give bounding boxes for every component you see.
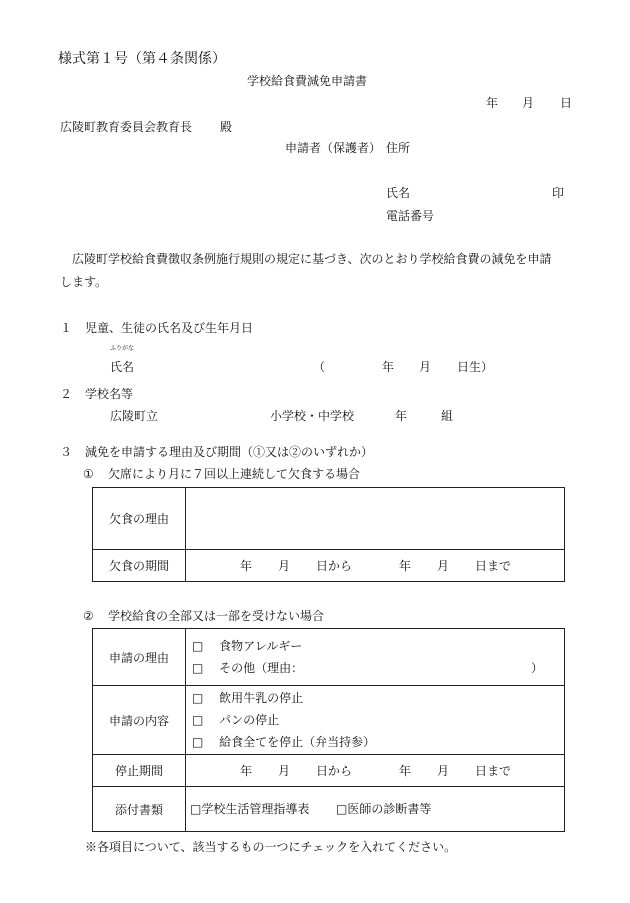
content-option-milk[interactable] [186, 687, 564, 709]
content-milk-label: 飲用牛乳の停止 [219, 691, 304, 705]
case2-from-suffix: 日から [316, 763, 353, 778]
content-option-bread[interactable] [186, 709, 564, 731]
section2-title: 学校名等 [85, 387, 134, 401]
case2-reason-cell [186, 629, 565, 686]
checkbox-allergy[interactable]: □ [192, 639, 204, 653]
case1-to-suffix: 日まで [475, 558, 512, 573]
applicant-name-label: 氏名 [386, 186, 411, 200]
checkbox-bread[interactable]: □ [192, 713, 204, 727]
content-bread-label: パンの停止 [219, 713, 280, 727]
case2-attach-cell [186, 787, 565, 832]
case2-content-label: 申請の内容 [93, 686, 186, 755]
case2-table [92, 628, 565, 832]
date-month-label: 月 [522, 96, 535, 110]
case2-attach-label: 添付書類 [93, 787, 186, 832]
intro-line-1: 広陵町学校給食費徴収条例施行規則の規定に基づき、次のとおり学校給食費の減免を申請 [72, 252, 552, 266]
attach-option-doctor-note[interactable] [336, 798, 431, 820]
form-number: 様式第１号（第４条関係） [58, 51, 226, 67]
case1-period-field[interactable] [186, 550, 565, 582]
case2-title: 学校給食の全部又は一部を受けない場合 [108, 609, 325, 623]
case2-to-year: 年 [399, 763, 412, 778]
content-all-label: 給食全てを停止（弁当持参） [219, 735, 376, 749]
addressee-name: 広陵町教育委員会教育長 [60, 120, 193, 134]
attach-option-guidance-sheet[interactable] [190, 802, 309, 816]
case2-marker: ② [83, 609, 94, 623]
birth-day-label: 日生） [457, 360, 494, 374]
case2-from-month: 月 [278, 763, 291, 778]
intro-line-2: します。 [60, 275, 108, 289]
document-title: 学校給食費減免申請書 [247, 74, 368, 88]
case2-stop-label: 停止期間 [93, 755, 186, 787]
checkbox-milk[interactable]: □ [192, 691, 204, 705]
case1-from-month: 月 [278, 558, 291, 573]
case1-table [92, 487, 565, 582]
furigana-label: ふりがな [110, 345, 135, 352]
case2-from-year: 年 [240, 763, 253, 778]
section2-number: ２ [60, 387, 73, 401]
content-option-all[interactable] [186, 731, 564, 753]
section1-number: １ [60, 321, 73, 335]
reason-other-label: その他（理由： [219, 661, 304, 675]
applicant-address-label: 住所 [386, 141, 411, 155]
case1-to-month: 月 [437, 558, 450, 573]
birth-month-label: 月 [419, 360, 432, 374]
case1-to-year: 年 [399, 558, 412, 573]
case2-to-suffix: 日まで [475, 763, 512, 778]
attach-doctor-label: 医師の診断書等 [347, 802, 432, 816]
reason-other-close-paren: ） [531, 661, 544, 675]
child-name-label: 氏名 [110, 360, 135, 374]
case2-to-month: 月 [437, 763, 450, 778]
checkbox-all-meals[interactable]: □ [192, 735, 204, 749]
checkbox-guidance-sheet[interactable]: □ [190, 802, 202, 816]
case2-content-cell [186, 686, 565, 755]
reason-option-allergy[interactable] [186, 635, 564, 657]
class-label: 組 [441, 409, 454, 423]
addressee-honorific: 殿 [220, 120, 233, 134]
checkbox-other[interactable]: □ [192, 661, 204, 675]
case1-reason-label: 欠食の理由 [93, 488, 186, 550]
case2-reason-label: 申請の理由 [93, 629, 186, 686]
grade-label: 年 [395, 409, 408, 423]
birth-year-label: 年 [382, 360, 395, 374]
seal-label: 印 [552, 186, 565, 200]
footnote: ※各項目について、該当するもの一つにチェックを入れてください。 [85, 840, 457, 854]
date-year-label: 年 [486, 96, 499, 110]
section3-title: 減免を申請する理由及び期間（①又は②のいずれか） [85, 445, 374, 459]
case1-from-year: 年 [240, 558, 253, 573]
case2-stop-field[interactable] [186, 755, 565, 787]
school-type-label: 小学校・中学校 [270, 409, 355, 423]
case1-period-label: 欠食の期間 [93, 550, 186, 582]
attach-guidance-label: 学校生活管理指導表 [201, 802, 310, 816]
applicant-phone-label: 電話番号 [386, 209, 435, 223]
school-town-label: 広陵町立 [110, 409, 159, 423]
reason-allergy-label: 食物アレルギー [219, 639, 303, 653]
case1-reason-field[interactable] [186, 488, 565, 550]
case1-from-suffix: 日から [316, 558, 353, 573]
applicant-label: 申請者（保護者） [285, 141, 382, 155]
section3-number: ３ [60, 445, 73, 459]
case1-title: 欠席により月に７回以上連続して欠食する場合 [108, 467, 361, 481]
section1-title: 児童、生徒の氏名及び生年月日 [85, 321, 254, 335]
case1-marker: ① [83, 467, 94, 481]
birth-open-paren: （ [313, 360, 326, 374]
reason-option-other[interactable] [186, 657, 564, 679]
date-day-label: 日 [560, 96, 573, 110]
checkbox-doctor-note[interactable]: □ [336, 802, 348, 816]
